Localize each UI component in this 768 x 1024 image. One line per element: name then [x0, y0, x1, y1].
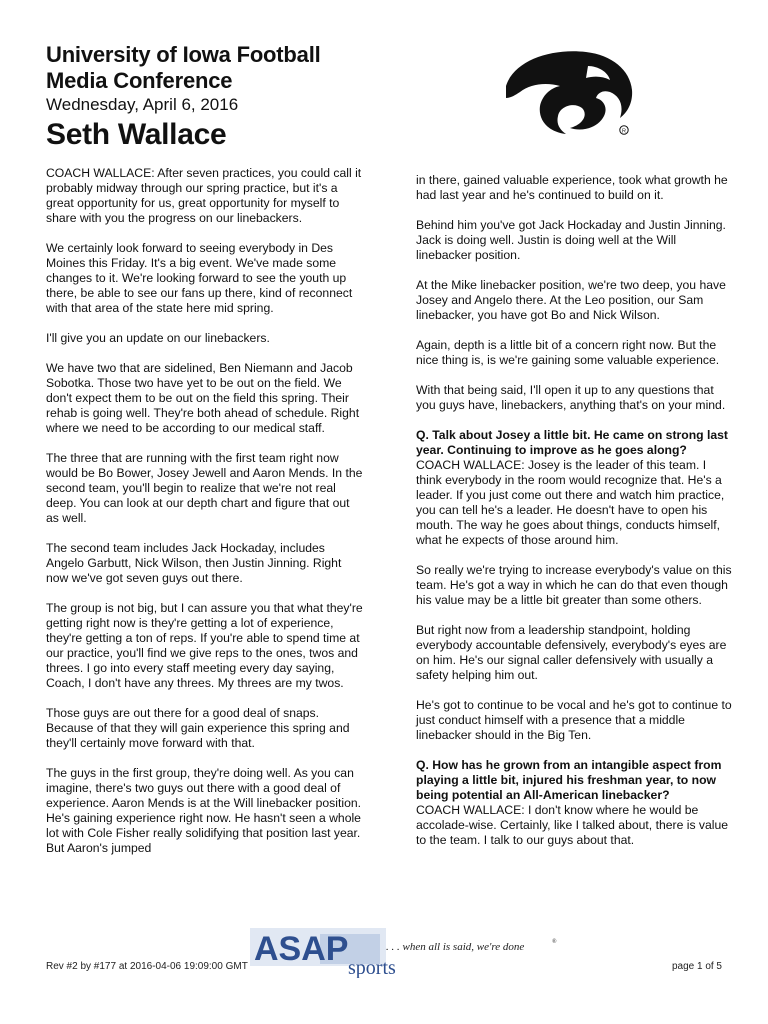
transcript-paragraph	[416, 758, 734, 848]
transcript-paragraph	[416, 173, 734, 203]
revision-info: Rev #2 by #177 at 2016-04-06 19:09:00 GMT	[46, 961, 248, 972]
transcript-left-column	[46, 166, 364, 856]
answer-text: I'll give you an update on our linebackers.	[46, 331, 270, 345]
transcript-paragraph	[416, 698, 734, 743]
answer-text: The three that are running with the first team right now would be Bo Bower, Josey Jewell and Aaron Mends. In the second team, you'll begin to realize that we're not real deep. You can look at our depth chart and figure that out as well.	[46, 451, 363, 525]
transcript-paragraph	[46, 706, 364, 751]
transcript-paragraph	[416, 278, 734, 323]
transcript-paragraph	[46, 451, 364, 526]
answer-text: COACH WALLACE: After seven practices, you could call it probably midway through our spring practice, but it's a great opportunity for us, great opportunity for myself to share with you the progress on our linebackers.	[46, 166, 362, 225]
transcript-paragraph	[416, 338, 734, 368]
svg-text:R: R	[622, 128, 626, 135]
transcript-paragraph	[416, 383, 734, 413]
answer-text: The group is not big, but I can assure you that what they're getting right now is they're getting a lot of experience, they're getting a ton of reps. If you're able to spend time at our practice, you'll find we give reps to the ones, twos and threes. I go into every staff meeting every day saying, Coach, I don't have any threes. My threes are my twos.	[46, 601, 363, 690]
answer-text: in there, gained valuable experience, took what growth he had last year and he's continued to build on it.	[416, 173, 728, 202]
conference-date: Wednesday, April 6, 2016	[46, 95, 239, 114]
title-line-1: University of Iowa Football	[46, 42, 321, 67]
transcript-paragraph	[46, 601, 364, 691]
answer-text: Behind him you've got Jack Hockaday and Justin Jinning. Jack is doing well. Justin is doing well at the Will linebacker position.	[416, 218, 726, 262]
answer-text: The second team includes Jack Hockaday, includes Angelo Garbutt, Nick Wilson, then Justin Jinning. Right now we've got seven guys out there.	[46, 541, 342, 585]
transcript-paragraph	[46, 541, 364, 586]
answer-text: But right now from a leadership standpoint, holding everybody accountable defensively, everybody's eyes are on him. He's our signal caller defensively with usually a safety helping him out.	[416, 623, 727, 682]
question-text: Q. Talk about Josey a little bit. He came on strong last year. Continuing to improve as he goes along?	[416, 428, 728, 457]
page-number: page 1 of 5	[671, 961, 722, 972]
asap-logo-text: ASAP	[254, 930, 349, 968]
transcript-paragraph	[416, 428, 734, 548]
answer-text: With that being said, I'll open it up to any questions that you guys have, linebackers, anything that's on your mind.	[416, 383, 726, 412]
asap-logo-sub: sports	[348, 957, 396, 978]
transcript-paragraph	[416, 623, 734, 683]
answer-text: Those guys are out there for a good deal of snaps. Because of that they will gain experience this spring and they'll certainly move forward with that.	[46, 706, 350, 750]
transcript-paragraph	[46, 241, 364, 316]
answer-text: He's got to continue to be vocal and he's got to continue to just conduct himself with a presence that a middle linebacker should in the Big Ten.	[416, 698, 732, 742]
transcript-paragraph	[46, 766, 364, 856]
answer-text: COACH WALLACE: Josey is the leader of this team. I think everybody in the room would recognize that. He's a leader. If you just come out there and watch him practice, you can tell he's a leader. He doesn't have to open his mouth. The way he goes about things, conducts himself, what he expects of those around him.	[416, 458, 725, 547]
transcript-paragraph	[416, 563, 734, 608]
answer-text: At the Mike linebacker position, we're two deep, you have Josey and Angelo there. At the Leo position, our Sam linebacker, you have got Bo and Nick Wilson.	[416, 278, 726, 322]
asap-sports-logo-icon	[250, 926, 570, 978]
transcript-paragraph	[46, 331, 364, 346]
title-line-2: Media Conference	[46, 68, 233, 93]
document-header	[46, 42, 376, 152]
transcript-right-column	[416, 173, 734, 848]
answer-text: The guys in the first group, they're doing well. As you can imagine, there's two guys out there with a good deal of experience. Aaron Mends is at the Will linebacker position. He's gaining experience right now. He hasn't seen a whole lot with Cole Fisher really solidifying that position last year. But Aaron's jumped	[46, 766, 362, 855]
transcript-paragraph	[416, 218, 734, 263]
answer-text: Again, depth is a little bit of a concern right now. But the nice thing is, is we're gaining some valuable experience.	[416, 338, 720, 367]
svg-text:®: ®	[552, 939, 557, 945]
answer-text: So really we're trying to increase everybody's value on this team. He's got a way in which he can do that even though his value may be a little bit greater than some others.	[416, 563, 732, 607]
answer-text: We certainly look forward to seeing everybody in Des Moines this Friday. It's a big event. We've made some changes to it. We're looking forward to see the youth up there, be able to see our fans up there, kind of reconnect with that area of the state here mid spring.	[46, 241, 353, 315]
answer-text: COACH WALLACE: I don't know where he would be accolade-wise. Certainly, like I talked about, there is value to the team. I talk to our guys about that.	[416, 803, 729, 847]
question-text: Q. How has he grown from an intangible aspect from playing a little bit, injured his freshman year, to now being potential an All-American linebacker?	[416, 758, 722, 802]
iowa-hawkeye-logo-icon	[500, 46, 636, 138]
speaker-name: Seth Wallace	[46, 118, 227, 151]
transcript-paragraph	[46, 361, 364, 436]
answer-text: We have two that are sidelined, Ben Niemann and Jacob Sobotka. Those two have yet to be out on the field. We don't expect them to be out on the field this spring. Their rehab is going well. They're both ahead of schedule. Right where we need to be according to our medical staff.	[46, 361, 360, 435]
asap-tagline: . . . when all is said, we're done	[386, 941, 525, 953]
transcript-paragraph	[46, 166, 364, 226]
